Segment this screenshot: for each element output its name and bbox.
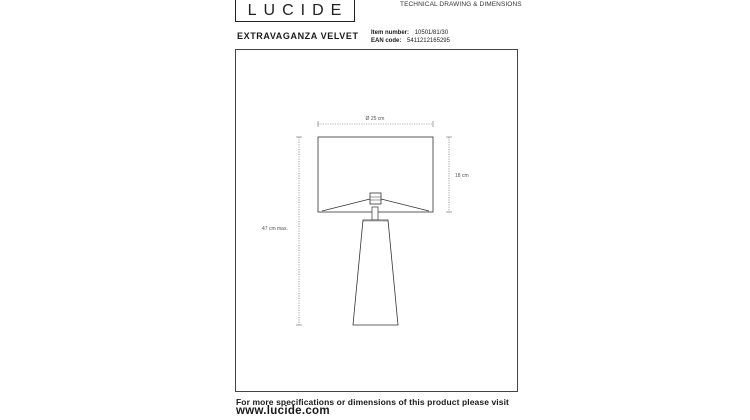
product-name: EXTRAVAGANZA VELVET <box>237 31 359 41</box>
brand-logo: LUCIDE <box>235 0 355 22</box>
document-type: TECHNICAL DRAWING & DIMENSIONS <box>400 1 522 8</box>
ean-code-label: EAN code: <box>371 38 402 44</box>
total-height-label: 47 cm max. <box>262 226 288 232</box>
item-number-value: 10501/81/30 <box>414 30 449 36</box>
item-number-label: Item number: <box>371 30 410 36</box>
ean-code-value: 5411212165295 <box>407 38 450 44</box>
total-height-dimension <box>296 137 302 325</box>
shade-diameter-label: Ø 25 cm <box>365 116 385 122</box>
shade-height-label: 18 cm <box>455 173 469 179</box>
footer-info-text: For more specifications or dimensions of this product please visit <box>236 397 509 407</box>
shade-height-dimension <box>446 137 452 212</box>
lamp-base <box>353 220 398 325</box>
lamp-neck <box>372 207 378 220</box>
footer-website-link[interactable]: www.lucide.com <box>236 405 330 417</box>
lamp-socket <box>370 193 381 204</box>
